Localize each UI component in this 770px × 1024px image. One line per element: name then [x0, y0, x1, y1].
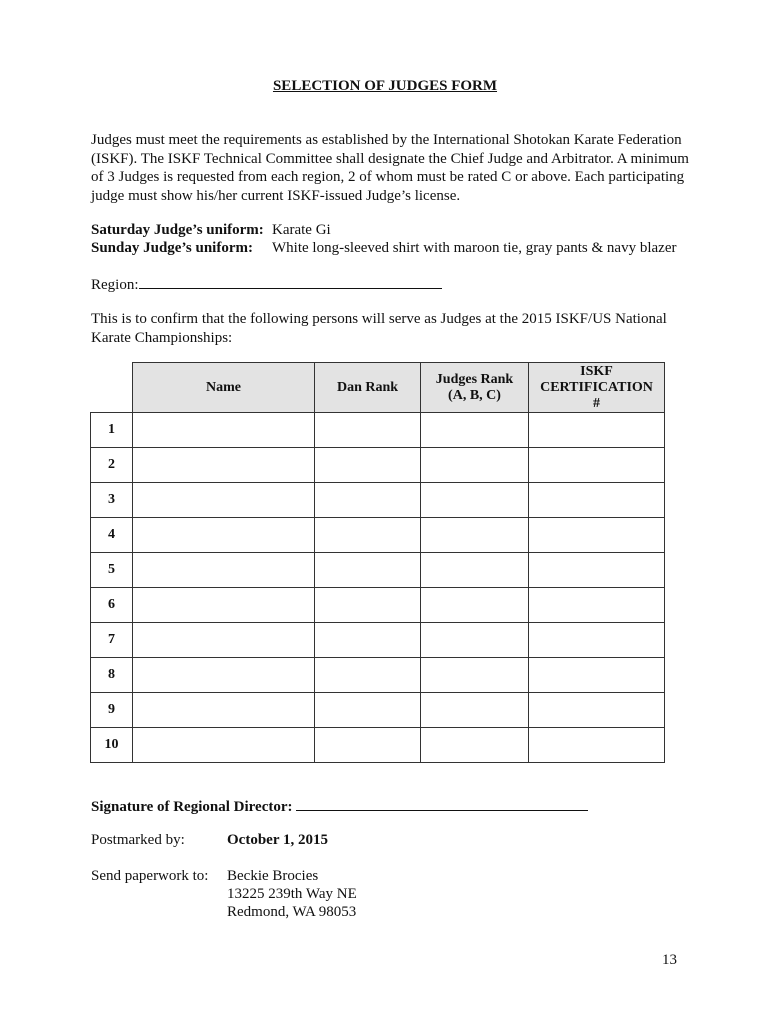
judges-rank-cell[interactable]	[421, 588, 529, 623]
region-blank-line[interactable]	[139, 274, 442, 289]
sunday-uniform-value: White long-sleeved shirt with maroon tie, gray pants & navy blazer	[272, 240, 677, 256]
sunday-uniform-label: Sunday Judge’s uniform:	[91, 240, 253, 256]
name-cell[interactable]	[133, 553, 315, 588]
judges-rank-cell[interactable]	[421, 623, 529, 658]
row-number: 10	[91, 728, 133, 763]
judges-rank-cell[interactable]	[421, 728, 529, 763]
table-row	[91, 623, 665, 658]
table-row	[91, 518, 665, 553]
row-number: 9	[91, 693, 133, 728]
certification-cell[interactable]	[529, 658, 665, 693]
judges-rank-cell[interactable]	[421, 693, 529, 728]
table-row	[91, 483, 665, 518]
certification-cell[interactable]	[529, 448, 665, 483]
row-number: 4	[91, 518, 133, 553]
region-field[interactable]	[91, 274, 442, 294]
address-street: 13225 239th Way NE	[227, 886, 357, 902]
signature-field[interactable]	[91, 796, 588, 816]
name-cell[interactable]	[133, 448, 315, 483]
header-dan-rank: Dan Rank	[315, 363, 421, 413]
judges-rank-cell[interactable]	[421, 448, 529, 483]
table-row	[91, 448, 665, 483]
dan-rank-cell[interactable]	[315, 483, 421, 518]
row-number: 8	[91, 658, 133, 693]
row-number: 1	[91, 413, 133, 448]
certification-cell[interactable]	[529, 518, 665, 553]
signature-label: Signature of Regional Director:	[91, 799, 293, 815]
name-cell[interactable]	[133, 588, 315, 623]
postmarked-label: Postmarked by:	[91, 832, 185, 848]
table-row	[91, 693, 665, 728]
name-cell[interactable]	[133, 483, 315, 518]
table-header-row	[91, 363, 665, 413]
saturday-uniform-value: Karate Gi	[272, 222, 331, 238]
certification-cell[interactable]	[529, 623, 665, 658]
judges-rank-cell[interactable]	[421, 553, 529, 588]
judges-rank-cell[interactable]	[421, 483, 529, 518]
dan-rank-cell[interactable]	[315, 588, 421, 623]
header-cert-line2: CERTIFICATION	[540, 379, 653, 395]
confirmation-paragraph: This is to confirm that the following persons will serve as Judges at the 2015 ISKF/US National Karate Championships:	[91, 311, 667, 346]
row-number: 2	[91, 448, 133, 483]
dan-rank-cell[interactable]	[315, 518, 421, 553]
intro-paragraph: Judges must meet the requirements as established by the International Shotokan Karate Federation (ISKF). The ISKF Technical Committee shall designate the Chief Judge and Arbitrator. A minimum of 3 Judges is requested from each region, 2 of whom must be rated C or above. Each participating judge must show his/her current ISKF-issued Judge’s license.	[91, 132, 689, 204]
page-title: SELECTION OF JUDGES FORM	[272, 78, 498, 94]
certification-cell[interactable]	[529, 693, 665, 728]
certification-cell[interactable]	[529, 413, 665, 448]
page-number: 13	[662, 952, 677, 968]
header-certification	[529, 363, 665, 413]
row-number: 7	[91, 623, 133, 658]
row-number: 5	[91, 553, 133, 588]
dan-rank-cell[interactable]	[315, 448, 421, 483]
name-cell[interactable]	[133, 413, 315, 448]
name-cell[interactable]	[133, 658, 315, 693]
address-city: Redmond, WA 98053	[227, 904, 357, 920]
send-paperwork-label: Send paperwork to:	[91, 868, 209, 884]
header-judges-rank-line2: (A, B, C)	[448, 387, 501, 403]
judges-table	[90, 362, 665, 763]
header-cert-line3: #	[593, 395, 600, 411]
row-number: 6	[91, 588, 133, 623]
table-row	[91, 588, 665, 623]
table-row	[91, 658, 665, 693]
postmarked-row	[91, 832, 328, 849]
table-row	[91, 553, 665, 588]
row-number: 3	[91, 483, 133, 518]
certification-cell[interactable]	[529, 728, 665, 763]
dan-rank-cell[interactable]	[315, 658, 421, 693]
table-row	[91, 728, 665, 763]
name-cell[interactable]	[133, 728, 315, 763]
header-judges-rank	[421, 363, 529, 413]
dan-rank-cell[interactable]	[315, 623, 421, 658]
judges-rank-cell[interactable]	[421, 658, 529, 693]
header-name: Name	[133, 363, 315, 413]
dan-rank-cell[interactable]	[315, 553, 421, 588]
region-label: Region:	[91, 277, 139, 293]
judges-rank-cell[interactable]	[421, 413, 529, 448]
signature-blank-line[interactable]	[296, 796, 588, 811]
dan-rank-cell[interactable]	[315, 693, 421, 728]
header-cert-line1: ISKF	[580, 363, 613, 379]
dan-rank-cell[interactable]	[315, 413, 421, 448]
name-cell[interactable]	[133, 518, 315, 553]
judges-rank-cell[interactable]	[421, 518, 529, 553]
sunday-uniform-row	[91, 240, 677, 257]
certification-cell[interactable]	[529, 553, 665, 588]
table-row	[91, 413, 665, 448]
dan-rank-cell[interactable]	[315, 728, 421, 763]
certification-cell[interactable]	[529, 483, 665, 518]
name-cell[interactable]	[133, 693, 315, 728]
certification-cell[interactable]	[529, 588, 665, 623]
postmarked-date: October 1, 2015	[227, 832, 328, 848]
header-corner	[91, 363, 133, 413]
address-name: Beckie Brocies	[227, 868, 319, 884]
saturday-uniform-label: Saturday Judge’s uniform:	[91, 222, 264, 238]
send-paperwork-row	[91, 868, 319, 885]
header-judges-rank-line1: Judges Rank	[435, 371, 514, 387]
saturday-uniform-row	[91, 222, 331, 239]
name-cell[interactable]	[133, 623, 315, 658]
